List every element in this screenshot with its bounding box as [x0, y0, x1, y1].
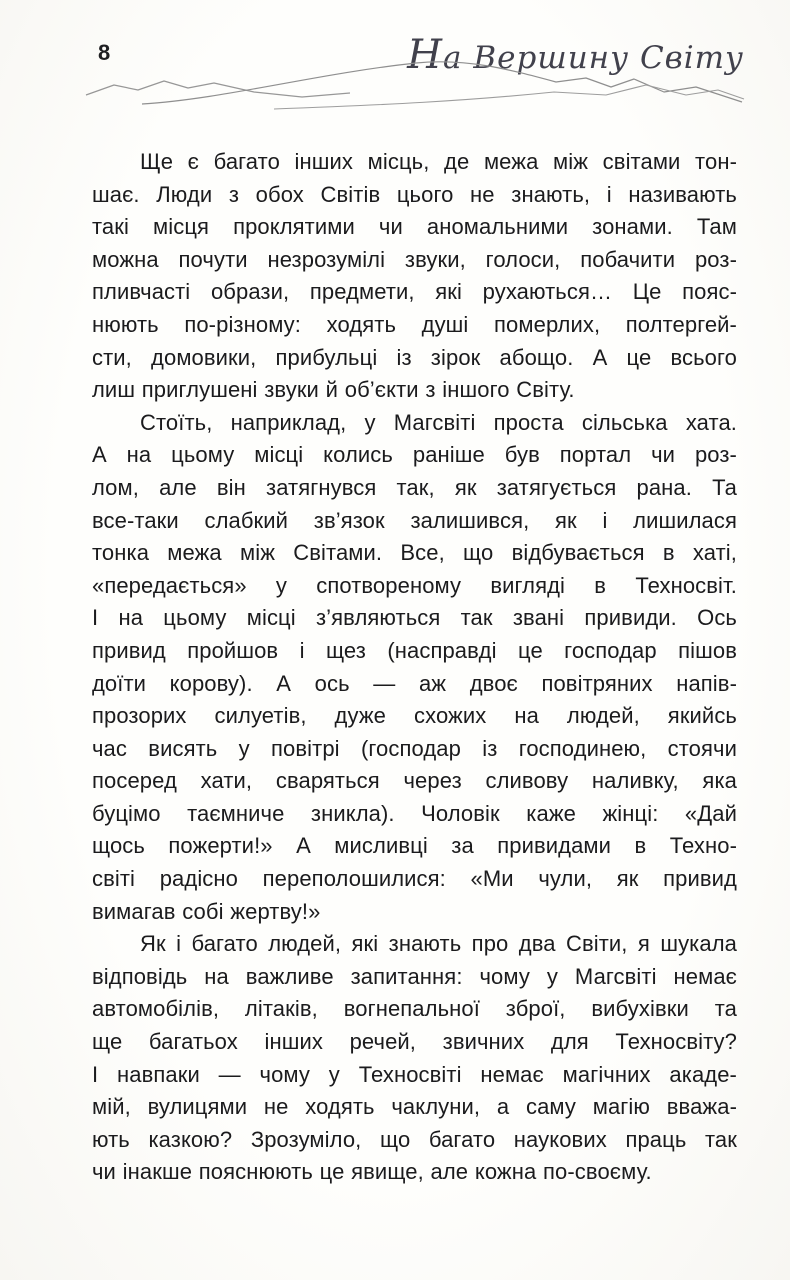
text-line: ще багатьох інших речей, звичних для Техносвіту?	[92, 1029, 737, 1055]
text-line: можна почути незрозумілі звуки, голоси, побачити роз-	[92, 246, 737, 272]
text-line: посеред хати, сваряться через сливову наливку, яка	[92, 768, 737, 794]
text-line: лиш приглушені звуки й об’єкти з іншого Світу.	[92, 377, 575, 403]
text-line: Стоїть, наприклад, у Магсвіті проста сільська хата.	[140, 409, 737, 435]
text-line: І навпаки — чому у Техносвіті немає магічних акаде-	[92, 1061, 737, 1087]
text-line: А на цьому місці колись раніше був портал чи роз-	[92, 442, 737, 468]
running-title: На Вершину Світу	[407, 32, 744, 78]
text-line: нюють по-різному: ходять душі померлих, полтергей-	[92, 311, 737, 337]
text-line: світі радісно переполошилися: «Ми чули, як привид	[92, 866, 737, 892]
text-line: вимагав собі жертву!»	[92, 898, 321, 924]
text-line: тонка межа між Світами. Все, що відбувається в хаті,	[92, 540, 737, 566]
text-block	[92, 146, 737, 1189]
text-line: Як і багато людей, які знають про два Світи, я шукала	[140, 931, 737, 957]
text-line: доїти корову). А ось — аж двоє повітряних напів-	[92, 670, 737, 696]
text-line: прозорих силуетів, дуже схожих на людей, якийсь	[92, 703, 737, 729]
text-line: час висять у повітрі (господар із господинею, стоячи	[92, 735, 737, 761]
text-line: мій, вулицями не ходять чаклуни, а саму магію вважа-	[92, 1094, 737, 1120]
text-line: такі місця проклятими чи аномальними зонами. Там	[92, 214, 737, 240]
text-line: привид пройшов і щез (насправді це господар пішов	[92, 637, 737, 663]
text-line: сти, домовики, прибульці із зірок абощо. А це всього	[92, 344, 737, 370]
text-line: буцімо таємниче зникла). Чоловік каже жінці: «Дай	[92, 800, 737, 826]
paragraph	[92, 407, 737, 929]
paragraph	[92, 928, 737, 1189]
text-line: І на цьому місці з’являються так звані привиди. Ось	[92, 605, 737, 631]
text-line: автомобілів, літаків, вогнепальної зброї, вибухівки та	[92, 996, 737, 1022]
text-line: все-таки слабкий зв’язок залишився, як і лишилася	[92, 507, 737, 533]
paragraph	[92, 146, 737, 407]
text-line: «передається» у спотвореному вигляді в Техносвіт.	[92, 572, 737, 598]
page-number: 8	[98, 40, 111, 65]
mountain-ridge-sketch-icon	[84, 54, 746, 112]
text-line: щось пожерти!» А мисливці за привидами в Техно-	[92, 833, 737, 859]
text-line: ють казкою? Зрозуміло, що багато наукових праць так	[92, 1126, 737, 1152]
text-line: чи інакше пояснюють це явище, але кожна по-своєму.	[92, 1159, 652, 1185]
text-line: шає. Люди з обох Світів цього не знають, і називають	[92, 181, 737, 207]
text-line: пливчасті образи, предмети, які рухаються… Це пояс-	[92, 279, 737, 305]
text-line: Ще є багато інших місць, де межа між світами тон-	[140, 149, 737, 174]
text-line: лом, але він затягнувся так, як затягується рана. Та	[92, 474, 737, 500]
text-line: відповідь на важливе запитання: чому у Магсвіті немає	[92, 963, 737, 989]
